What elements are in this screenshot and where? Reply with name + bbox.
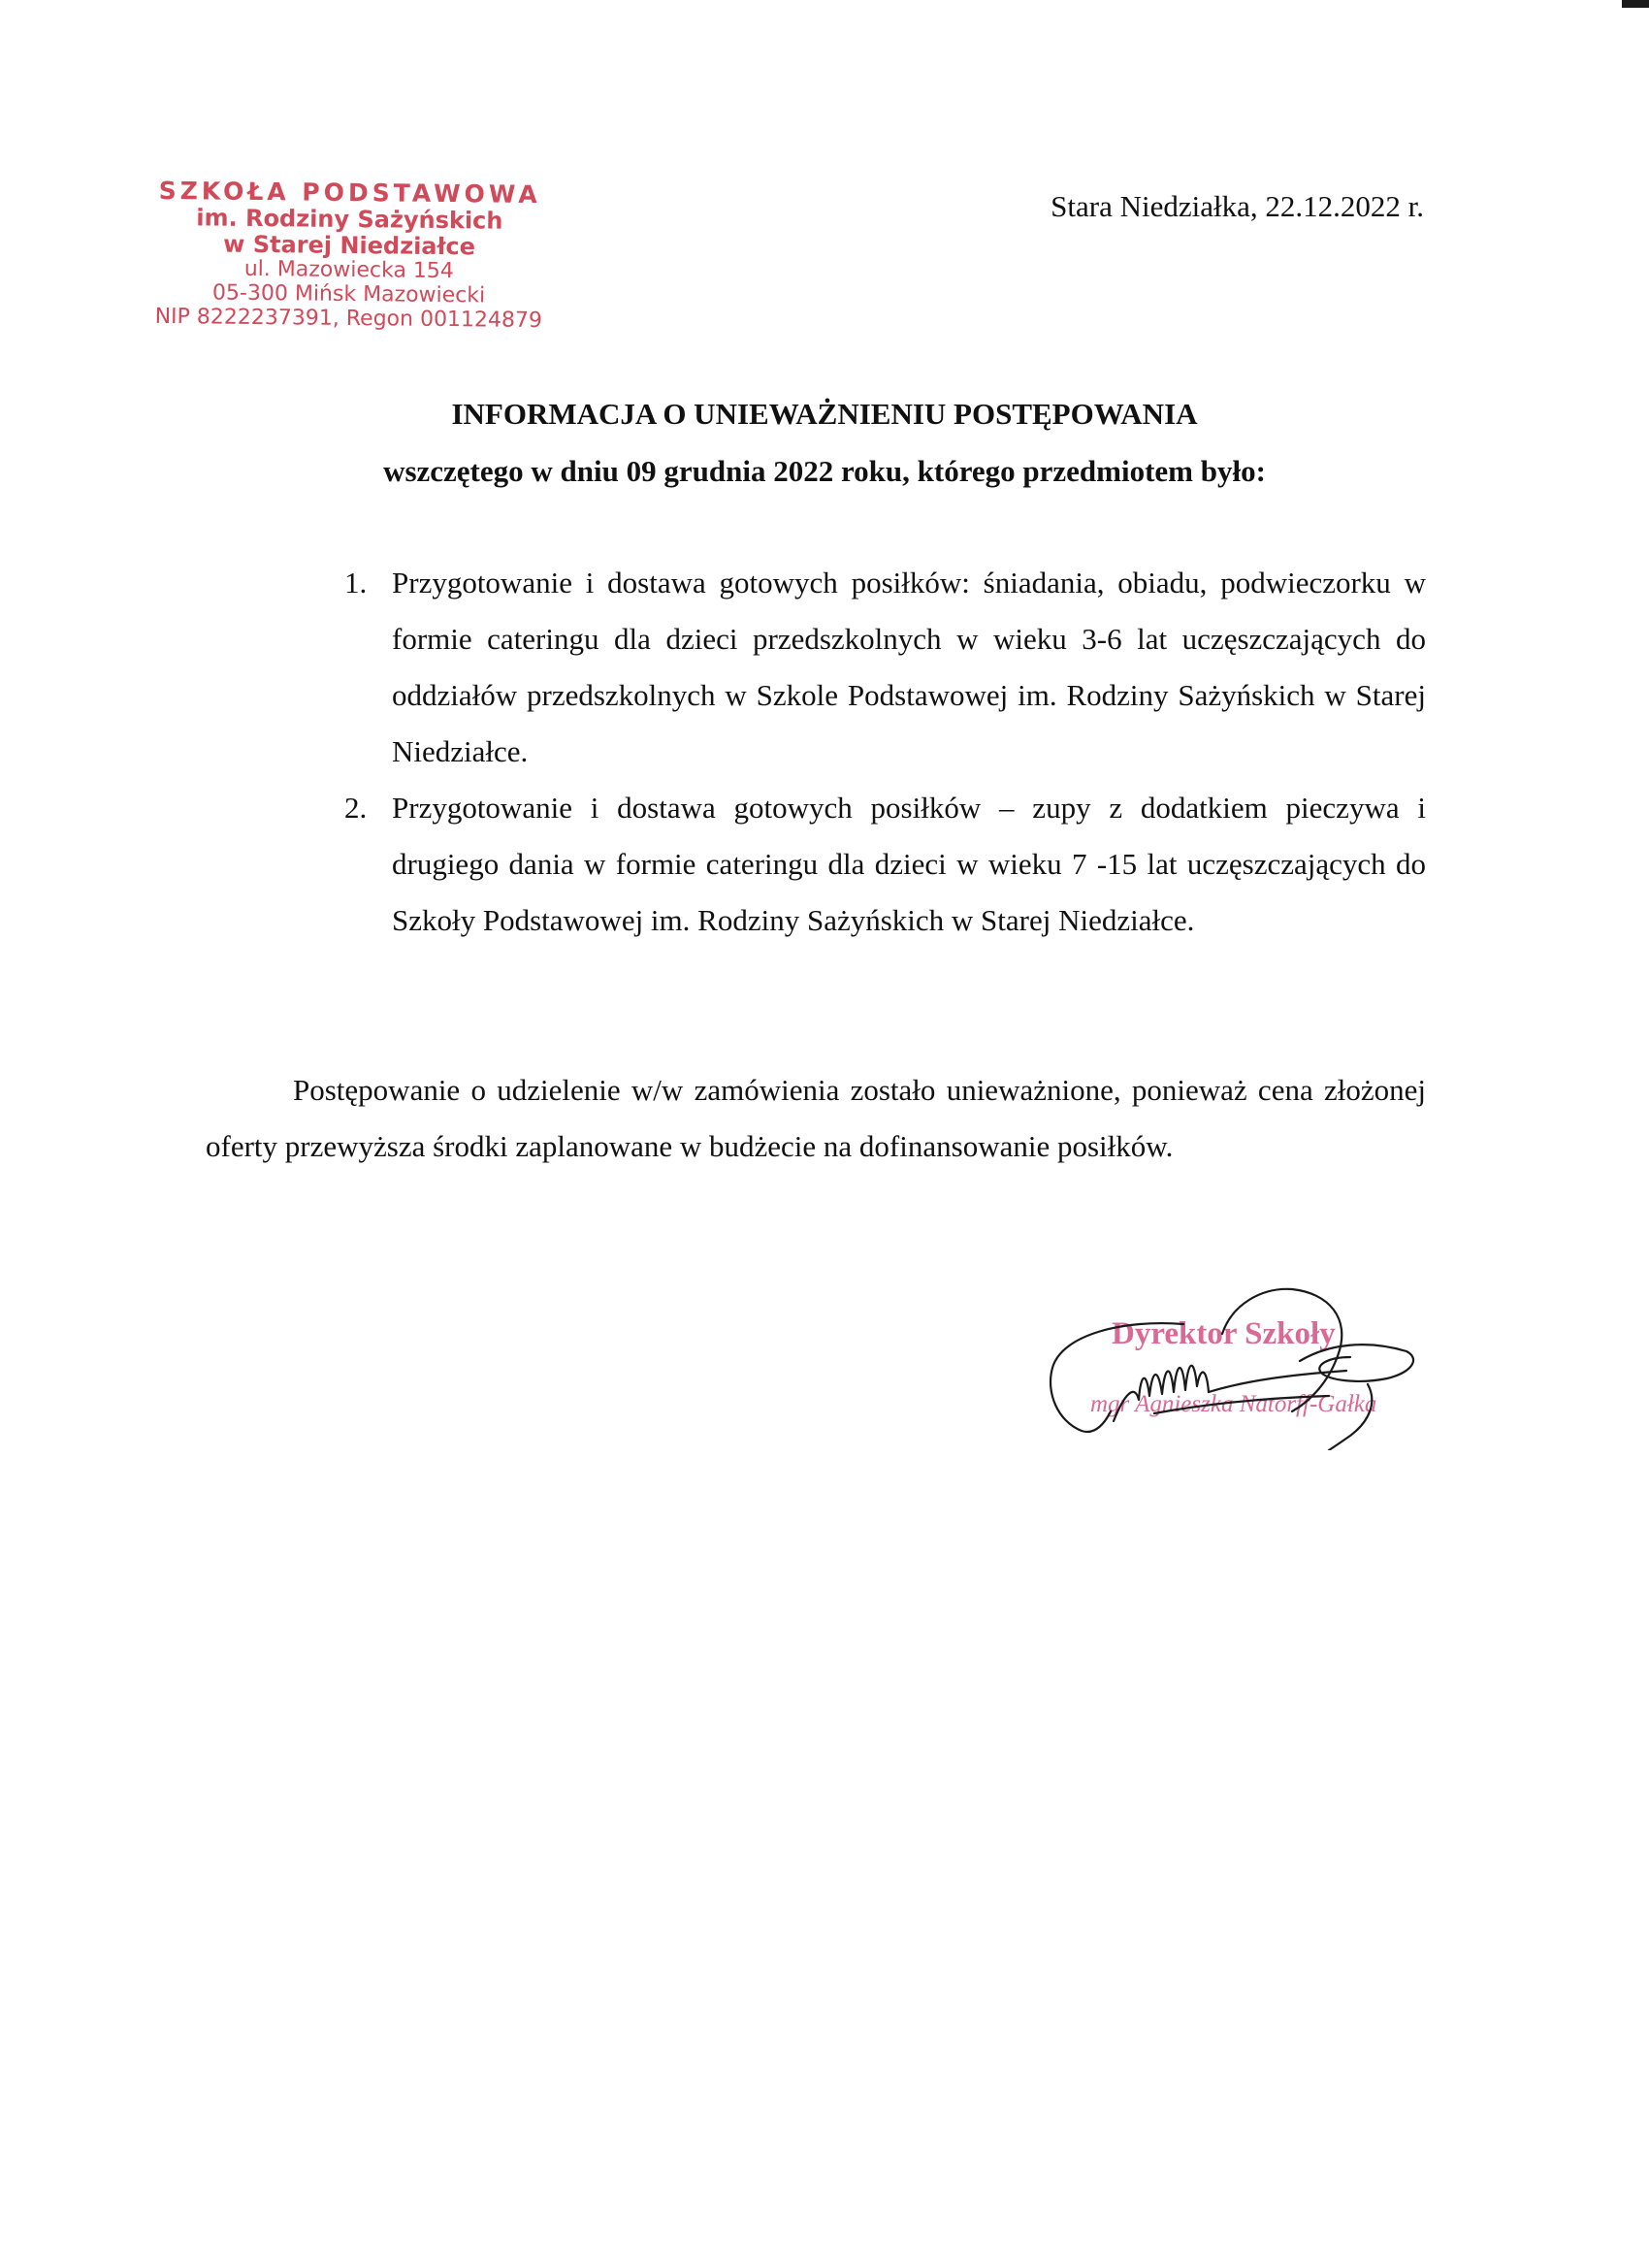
list-item xyxy=(344,780,1426,949)
scan-edge-mark xyxy=(1622,0,1649,8)
handwritten-signature xyxy=(1038,1276,1426,1450)
signature-stamp-name: mgr Agnieszka Natorff-Gałka xyxy=(1090,1391,1377,1417)
school-stamp xyxy=(145,178,554,335)
cancellation-reason-paragraph: Postępowanie o udzielenie w/w zamówienia zostało unieważnione, ponieważ cena złożonej oferty przewyższa środki zaplanowane w budżecie na dofinansowanie posiłków. xyxy=(206,1073,1426,1163)
procurement-items-list xyxy=(344,555,1426,949)
list-item xyxy=(344,555,1426,780)
stamp-school-name: SZKOŁA PODSTAWOWA xyxy=(158,176,541,210)
list-item-number: 2. xyxy=(344,791,368,825)
list-item-number: 1. xyxy=(344,566,368,599)
stamp-city: 05-300 Mińsk Mazowiecki xyxy=(211,280,486,308)
list-item-text: Przygotowanie i dostawa gotowych posiłków – zupy z dodatkiem pieczywa i drugiego dania w formie cateringu dla dzieci w wieku 7 -15 lat uczęszczających do Szkoły Podstawowej im. Rodziny Sażyńskich w Starej Niedziałce. xyxy=(392,791,1426,937)
list-item-text: Przygotowanie i dostawa gotowych posiłków: śniadania, obiadu, podwieczorku w formie cateringu dla dzieci przedszkolnych w wieku 3-6 lat uczęszczających do oddziałów przedszkolnych w Szkole Podstawowej im. Rodziny Sażyńskich w Starej Niedziałce. xyxy=(392,566,1426,768)
stamp-location: w Starej Niedziałce xyxy=(223,230,476,261)
signature-stamp-title: Dyrektor Szkoły xyxy=(1112,1316,1336,1351)
stamp-tax-ids: NIP 8222237391, Regon 001124879 xyxy=(154,304,543,334)
place-and-date: Stara Niedziałka, 22.12.2022 r. xyxy=(1051,189,1424,223)
document-subtitle: wszczętego w dniu 09 grudnia 2022 roku, którego przedmiotem było: xyxy=(383,454,1266,488)
signature-block xyxy=(1038,1276,1426,1450)
stamp-street: ul. Mazowiecka 154 xyxy=(243,256,455,284)
document-title: INFORMACJA O UNIEWAŻNIENIU POSTĘPOWANIA xyxy=(451,397,1198,431)
stamp-patron: im. Rodziny Sażyńskich xyxy=(196,204,503,235)
